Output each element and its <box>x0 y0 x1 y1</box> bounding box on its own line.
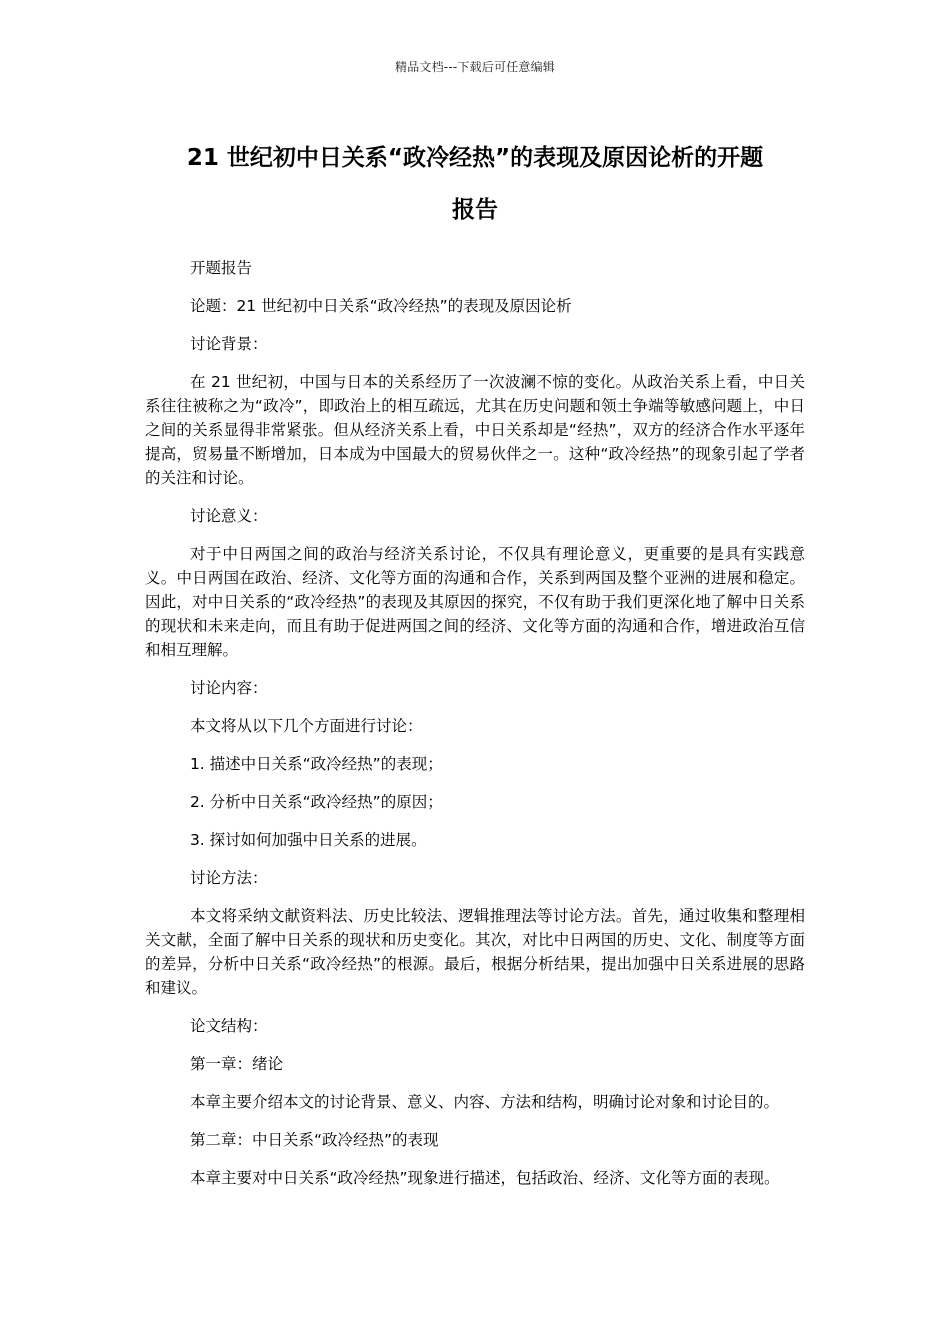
paragraph-significance: 对于中日两国之间的政治与经济关系讨论，不仅具有理论意义，更重要的是具有实践意义。中日两国在政治、经济、文化等方面的沟通和合作，关系到两国及整个亚洲的进展和稳定。因此，对中日关系的“政冷经热”的表现及其原因的探究，不仅有助于我们更深化地了解中日关系的现状和未来走向，而且有助于促进两国之间的经济、文化等方面的沟通和合作，增进政治互信和相互理解。 <box>145 545 805 659</box>
chapter-heading: 第一章：绪论 <box>189 1055 283 1073</box>
paragraph-chapter-2: 本章主要对中日关系“政冷经热”现象进行描述，包括政治、经济、文化等方面的表现。 <box>189 1169 780 1187</box>
list-item: 1. 描述中日关系“政冷经热”的表现； <box>189 755 443 773</box>
paragraph-heading: 开题报告 <box>189 259 252 277</box>
paragraph-chapter-1: 本章主要介绍本文的讨论背景、意义、内容、方法和结构，明确讨论对象和讨论目的。 <box>189 1093 779 1111</box>
paragraph-topic: 论题：21 世纪初中日关系“政冷经热”的表现及原因论析 <box>189 297 572 315</box>
document-title <box>140 132 810 236</box>
title-line-1: 21 世纪初中日关系“政冷经热”的表现及原因论析的开题 <box>186 145 764 171</box>
section-label-structure: 论文结构： <box>189 1017 268 1035</box>
list-item: 3. 探讨如何加强中日关系的进展。 <box>189 831 427 849</box>
list-item: 2. 分析中日关系“政冷经热”的原因； <box>189 793 443 811</box>
paragraph-content-intro: 本文将从以下几个方面进行讨论： <box>189 717 423 735</box>
paragraph-background: 在 21 世纪初，中国与日本的关系经历了一次波澜不惊的变化。从政治关系上看，中日关系往往被称之为“政冷”，即政治上的相互疏远，尤其在历史问题和领土争端等敏感问题上，中日之间的关系显得非常紧张。但从经济关系上看，中日关系却是“经热”，双方的经济合作水平逐年提高，贸易量不断增加，日本成为中国最大的贸易伙伴之一。这种“政冷经热”的现象引起了学者的关注和讨论。 <box>145 373 805 487</box>
section-label-background: 讨论背景： <box>189 335 268 353</box>
header-note: 精品文档---下载后可任意编辑 <box>395 60 555 74</box>
section-label-content: 讨论内容： <box>189 679 268 697</box>
section-label-method: 讨论方法： <box>189 869 268 887</box>
chapter-heading: 第二章：中日关系“政冷经热”的表现 <box>189 1131 439 1149</box>
section-label-significance: 讨论意义： <box>189 507 268 525</box>
paragraph-method: 本文将采纳文献资料法、历史比较法、逻辑推理法等讨论方法。首先，通过收集和整理相关文献，全面了解中日关系的现状和历史变化。其次，对比中日两国的历史、文化、制度等方面的差异，分析中日关系“政冷经热”的根源。最后，根据分析结果，提出加强中日关系进展的思路和建议。 <box>145 907 805 997</box>
document-body <box>145 256 805 1204</box>
title-line-2: 报告 <box>452 197 498 223</box>
